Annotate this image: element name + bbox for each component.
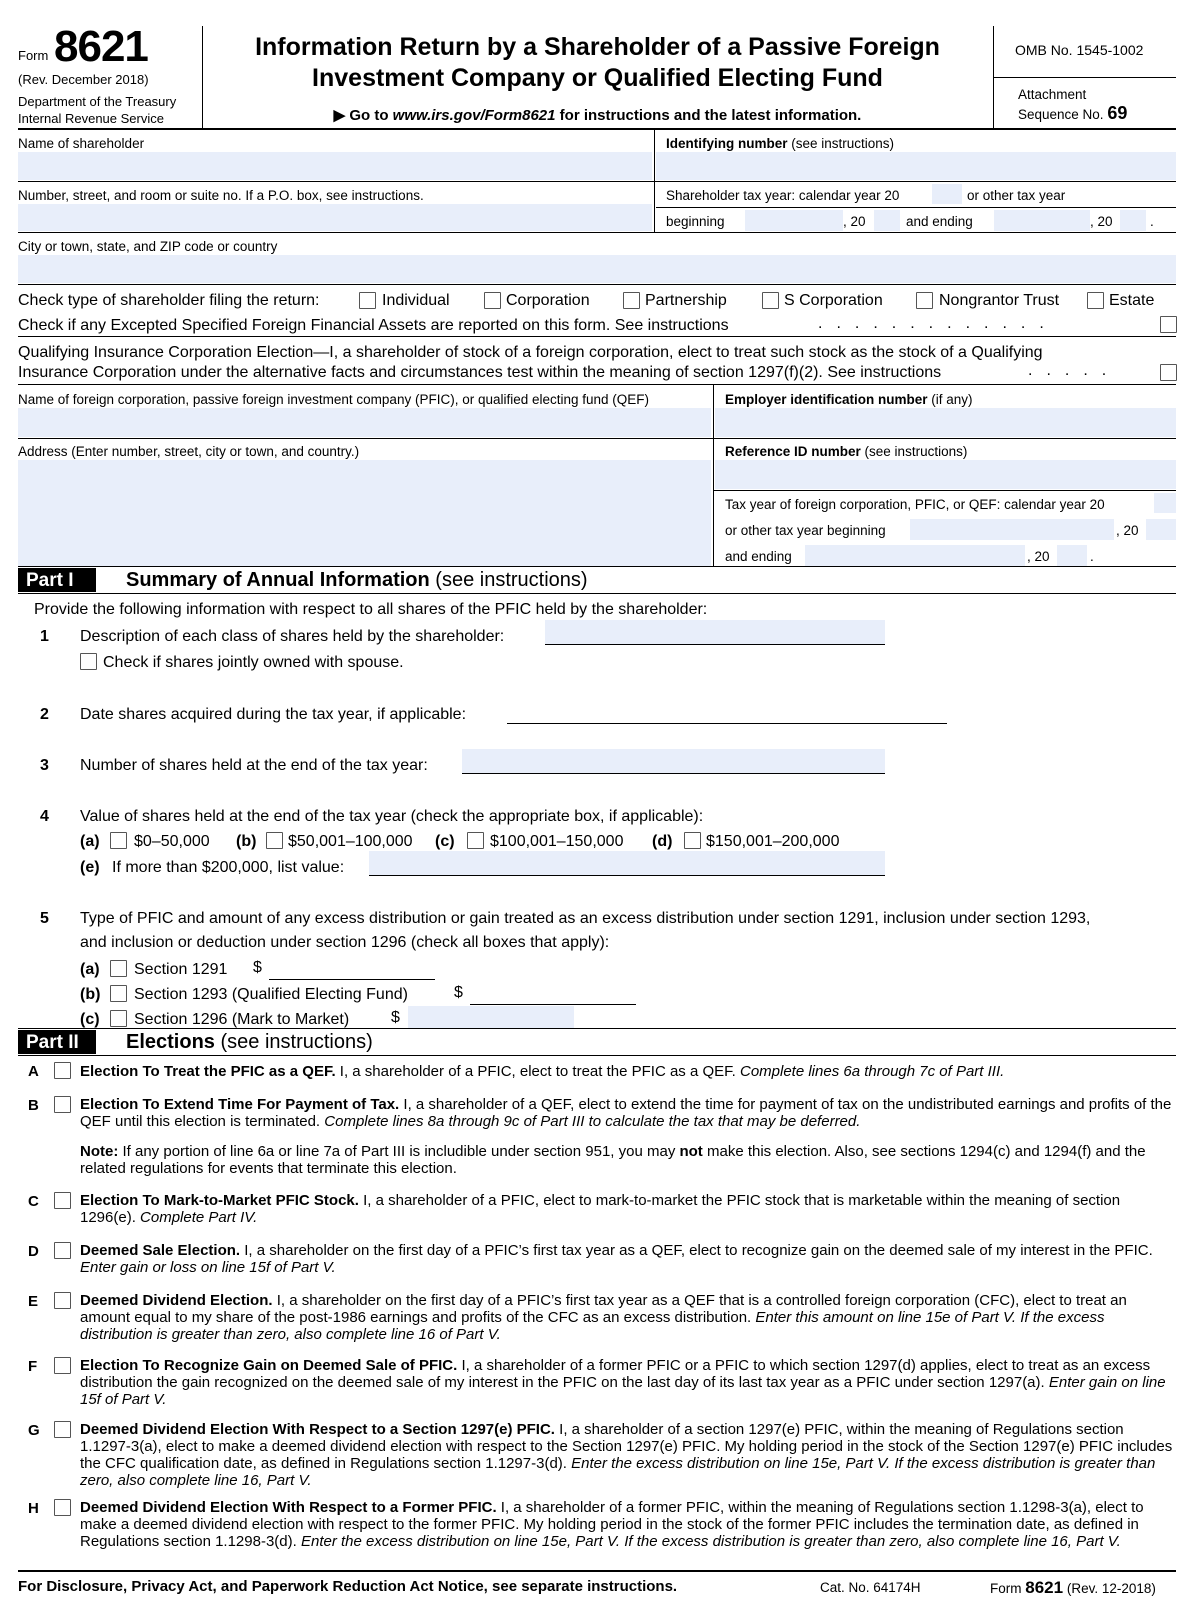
shareholder-end-date-input[interactable] (994, 210, 1090, 231)
line1-number: 1 (40, 628, 49, 645)
section-1293-checkbox[interactable] (110, 985, 127, 1002)
line1-input[interactable] (545, 620, 885, 645)
shareholder-address-input[interactable] (18, 204, 652, 231)
section-1296-label: Section 1296 (Mark to Market) (134, 1011, 350, 1028)
election-d-checkbox[interactable] (54, 1242, 71, 1259)
foreign-end-year-input[interactable] (1057, 545, 1087, 566)
foreign-tax-year-label: Tax year of foreign corporation, PFIC, or QEF: calendar year 20 (725, 497, 1105, 512)
foreign-end-date-input[interactable] (805, 545, 1025, 566)
line5-text-2: and inclusion or deduction under section 1296 (check all boxes that apply): (80, 934, 610, 951)
city-state-zip-label: City or town, state, and ZIP code or country (18, 239, 278, 254)
election-b-checkbox[interactable] (54, 1096, 71, 1113)
election-e-letter: E (28, 1293, 39, 1310)
comma-twenty-b: , 20 (1090, 214, 1113, 229)
individual-checkbox[interactable] (359, 292, 376, 309)
shareholder-begin-year-input[interactable] (874, 210, 900, 231)
part2-title: Elections (see instructions) (126, 1031, 373, 1053)
dollar-sign-b: $ (454, 984, 463, 1001)
section-1291-checkbox[interactable] (110, 960, 127, 977)
identifying-number-label: Identifying number (see instructions) (666, 136, 895, 151)
line4-number: 4 (40, 808, 49, 825)
ein-label: Employer identification number (if any) (725, 392, 973, 407)
election-g-checkbox[interactable] (54, 1421, 71, 1438)
s-corporation-checkbox[interactable] (762, 292, 779, 309)
city-state-zip-input[interactable] (18, 255, 1176, 283)
corporation-checkbox[interactable] (484, 292, 501, 309)
part1-intro: Provide the following information with respect to all shares of the PFIC held by the shareholder: (34, 601, 708, 618)
line3-text: Number of shares held at the end of the tax year: (80, 757, 428, 774)
foreign-and-ending-label: and ending (725, 549, 792, 564)
election-h-checkbox[interactable] (54, 1499, 71, 1516)
line5b-letter: (b) (80, 986, 101, 1003)
section-1296-amount-input[interactable] (408, 1006, 574, 1028)
joint-spouse-label: Check if shares jointly owned with spouse. (103, 654, 404, 671)
line2-number: 2 (40, 706, 49, 723)
section-1291-label: Section 1291 (134, 961, 228, 978)
dollar-sign-c: $ (391, 1009, 400, 1026)
form-word: Form (18, 48, 49, 63)
election-e-checkbox[interactable] (54, 1292, 71, 1309)
line2-input[interactable] (507, 723, 947, 724)
other-tax-year-label: or other tax year (967, 188, 1066, 203)
value-150k-200k-label: $150,001–200,000 (706, 833, 840, 850)
line5a-letter: (a) (80, 961, 100, 978)
line3-input[interactable] (462, 749, 885, 774)
identifying-number-input[interactable] (656, 152, 1176, 180)
election-h-letter: H (28, 1500, 39, 1517)
line2-text: Date shares acquired during the tax year, if applicable: (80, 706, 467, 723)
section-1293-amount-input[interactable] (470, 1004, 636, 1005)
qic-election-line2: Insurance Corporation under the alternative facts and circumstances test within the meaning of section 1297(f)(2). See instructions (18, 364, 942, 381)
line5-number: 5 (40, 910, 49, 927)
and-ending-label: and ending (906, 214, 973, 229)
election-e-text: Deemed Dividend Election. I, a shareholder on the first day of a PFIC’s first tax year as a QEF that is a controlled foreign corporation (CFC), elect to treat an amount equal to my share of the post-1986 earnings and profits of the CFC as an excess distribution. Enter this amount on line 15e of Part V. If the excess distribution is greater than zero, also complete line 16 of Part V. (80, 1292, 1127, 1343)
line4d-letter: (d) (652, 833, 673, 850)
corporation-label: Corporation (506, 292, 590, 309)
excepted-assets-text: Check if any Excepted Specified Foreign Financial Assets are reported on this form. See instructions (18, 317, 729, 334)
shareholder-name-label: Name of shareholder (18, 136, 145, 151)
shareholder-tax-year-label: Shareholder tax year: calendar year 20 (666, 188, 900, 203)
election-c-text: Election To Mark-to-Market PFIC Stock. I, a shareholder of a PFIC, elect to mark-to-market the PFIC stock that is marketable within the meaning of section 1296(e). Complete Part IV. (80, 1192, 1121, 1226)
value-0-50k-label: $0–50,000 (134, 833, 210, 850)
section-1291-amount-input[interactable] (269, 979, 435, 980)
nongrantor-trust-label: Nongrantor Trust (939, 292, 1060, 309)
line5-text-1: Type of PFIC and amount of any excess distribution or gain treated as an excess distribution under section 1291, inclusion under section 1293, (80, 910, 1091, 927)
form-number: 8621 (54, 22, 148, 71)
dollar-sign-a: $ (253, 959, 262, 976)
line3-number: 3 (40, 757, 49, 774)
value-50k-100k-checkbox[interactable] (266, 832, 283, 849)
foreign-comma-twenty-a: , 20 (1116, 523, 1139, 538)
line4-text: Value of shares held at the end of the tax year (check the appropriate box, if applicable): (80, 808, 704, 825)
revision: (Rev. December 2018) (18, 72, 149, 87)
estate-label: Estate (1109, 292, 1155, 309)
part2-label: Part II (18, 1030, 96, 1054)
election-b-text: Election To Extend Time For Payment of Tax. I, a shareholder of a QEF, elect to extend the time for payment of tax on the undistributed earnings and profits of the QEF until this election is terminated. Complete lines 8a through 9c of Part III to calculate the tax that may be deferred. (80, 1096, 1172, 1130)
election-c-checkbox[interactable] (54, 1192, 71, 1209)
election-a-checkbox[interactable] (54, 1062, 71, 1079)
reference-id-input[interactable] (715, 460, 1176, 489)
foreign-corp-address-input[interactable] (18, 460, 711, 566)
line1-text: Description of each class of shares held by the shareholder: (80, 628, 505, 645)
department: Department of the Treasury (18, 94, 177, 109)
foreign-period-mark: . (1090, 549, 1094, 564)
value-150k-200k-checkbox[interactable] (684, 832, 701, 849)
value-0-50k-checkbox[interactable] (110, 832, 127, 849)
beginning-label: beginning (666, 214, 725, 229)
individual-label: Individual (382, 292, 450, 309)
foreign-calendar-year-input[interactable] (1154, 493, 1176, 513)
foreign-corp-name-input[interactable] (18, 408, 711, 437)
election-d-letter: D (28, 1243, 39, 1260)
leader-dots-2: ..... (1028, 362, 1121, 379)
irs-name: Internal Revenue Service (18, 111, 164, 126)
sequence-number: Sequence No. 69 (1018, 103, 1128, 123)
irs-link[interactable]: www.irs.gov/Form8621 (392, 107, 556, 124)
footer-form-id: Form 8621 (Rev. 12-2018) (990, 1578, 1156, 1597)
election-h-text: Deemed Dividend Election With Respect to a Former PFIC. I, a shareholder of a former PFIC, within the meaning of Regulations section 1.1298-3(a), elect to make a deemed dividend election with respect to the former PFIC. My holding period in the stock of the former PFIC includes the termination date, as defined in Regulations section 1.1298-3(d). Enter the excess distribution on line 15e, Part V. If the excess distribution is greater than zero, also complete line 16, Part V. (80, 1499, 1144, 1550)
election-g-letter: G (28, 1422, 40, 1439)
election-f-text: Election To Recognize Gain on Deemed Sale of PFIC. I, a shareholder of a former PFIC or a PFIC to which section 1297(d) applies, elect to treat as an excess distribution the gain recognized on the deemed sale of my interest in the PFIC on the last day of its last tax year as a PFIC under section 1297(a). Enter gain on line 15f of Part V. (80, 1357, 1166, 1408)
excepted-assets-checkbox[interactable] (1160, 316, 1177, 333)
line4e-input[interactable] (369, 851, 885, 876)
election-f-checkbox[interactable] (54, 1357, 71, 1374)
privacy-notice: For Disclosure, Privacy Act, and Paperwork Reduction Act Notice, see separate instructions. (18, 1578, 678, 1595)
foreign-comma-twenty-b: , 20 (1027, 549, 1050, 564)
election-a-letter: A (28, 1063, 39, 1080)
section-1293-label: Section 1293 (Qualified Electing Fund) (134, 986, 408, 1003)
shareholder-address-label: Number, street, and room or suite no. If a P.O. box, see instructions. (18, 188, 424, 203)
line5c-letter: (c) (80, 1011, 100, 1028)
shareholder-name-input[interactable] (18, 152, 652, 180)
line4e-text: If more than $200,000, list value: (112, 859, 345, 876)
election-b-letter: B (28, 1097, 39, 1114)
election-f-letter: F (28, 1358, 38, 1375)
foreign-begin-year-input[interactable] (1146, 519, 1176, 540)
omb-number: OMB No. 1545-1002 (1015, 42, 1144, 58)
qic-election-line1: Qualifying Insurance Corporation Election—I, a shareholder of stock of a foreign corporation, elect to treat such stock as the stock of a Qualifying (18, 344, 1043, 361)
foreign-corp-address-label: Address (Enter number, street, city or town, and country.) (18, 444, 360, 459)
nongrantor-trust-checkbox[interactable] (916, 292, 933, 309)
goto-instructions: ▶ Go to www.irs.gov/Form8621 for instructions and the latest information. (333, 107, 862, 124)
election-d-text: Deemed Sale Election. I, a shareholder on the first day of a PFIC’s first tax year as a QEF, elect to recognize gain on the deemed sale of my interest in the PFIC. Enter gain or loss on line 15f of Part V. (80, 1242, 1153, 1276)
reference-id-label: Reference ID number (see instructions) (725, 444, 968, 459)
estate-checkbox[interactable] (1087, 292, 1104, 309)
foreign-begin-date-input[interactable] (910, 519, 1114, 540)
value-100k-150k-label: $100,001–150,000 (490, 833, 624, 850)
form-title: Information Return by a Shareholder of a Passive Foreign Investment Company or Qualified Electing Fund (255, 33, 940, 92)
shareholder-end-year-input[interactable] (1120, 210, 1146, 231)
foreign-other-begin-label: or other tax year beginning (725, 523, 886, 538)
foreign-corp-name-label: Name of foreign corporation, passive foreign investment company (PFIC), or qualified electing fund (QEF) (18, 392, 650, 407)
catalog-number: Cat. No. 64174H (820, 1580, 921, 1595)
partnership-label: Partnership (645, 292, 727, 309)
part1-label: Part I (18, 568, 96, 592)
line4a-letter: (a) (80, 833, 100, 850)
value-100k-150k-checkbox[interactable] (467, 832, 484, 849)
shareholder-begin-date-input[interactable] (745, 210, 843, 231)
attachment-label: Attachment (1018, 87, 1087, 102)
election-a-text: Election To Treat the PFIC as a QEF. I, a shareholder of a PFIC, elect to treat the PFIC as a QEF. Complete lines 6a through 7c of Part III. (80, 1063, 1005, 1080)
election-note: Note: If any portion of line 6a or line 7a of Part III is includible under section 951, you may not make this election. Also, see sections 1294(c) and 1294(f) and the related regulations for events that terminate this election. (80, 1143, 1146, 1177)
election-c-letter: C (28, 1193, 39, 1210)
part1-title: Summary of Annual Information (see instructions) (126, 569, 588, 591)
partnership-checkbox[interactable] (623, 292, 640, 309)
joint-spouse-checkbox[interactable] (80, 653, 97, 670)
shareholder-calendar-year-input[interactable] (932, 184, 962, 204)
line4c-letter: (c) (435, 833, 455, 850)
period-mark: . (1150, 214, 1154, 229)
check-type-label: Check type of shareholder filing the return: (18, 292, 320, 309)
leader-dots: ............. (818, 315, 1058, 332)
election-g-text: Deemed Dividend Election With Respect to a Section 1297(e) PFIC. I, a shareholder of a section 1297(e) PFIC, within the meaning of Regulations section 1.1297-3(a), elect to make a deemed dividend election with respect to the Section 1297(e) PFIC. My holding period in the stock of the Section 1297(e) PFIC includes the CFC qualification date, as defined in Regulations section 1.1297-3(d). Enter the excess distribution on line 15e, Part V. If the excess distribution is greater than zero, also complete line 16, Part V. (80, 1421, 1173, 1489)
qic-election-checkbox[interactable] (1160, 364, 1177, 381)
section-1296-checkbox[interactable] (110, 1010, 127, 1027)
line4b-letter: (b) (236, 833, 257, 850)
line4e-letter: (e) (80, 859, 100, 876)
ein-input[interactable] (715, 408, 1176, 437)
value-50k-100k-label: $50,001–100,000 (288, 833, 413, 850)
s-corporation-label: S Corporation (784, 292, 883, 309)
comma-twenty-a: , 20 (843, 214, 866, 229)
